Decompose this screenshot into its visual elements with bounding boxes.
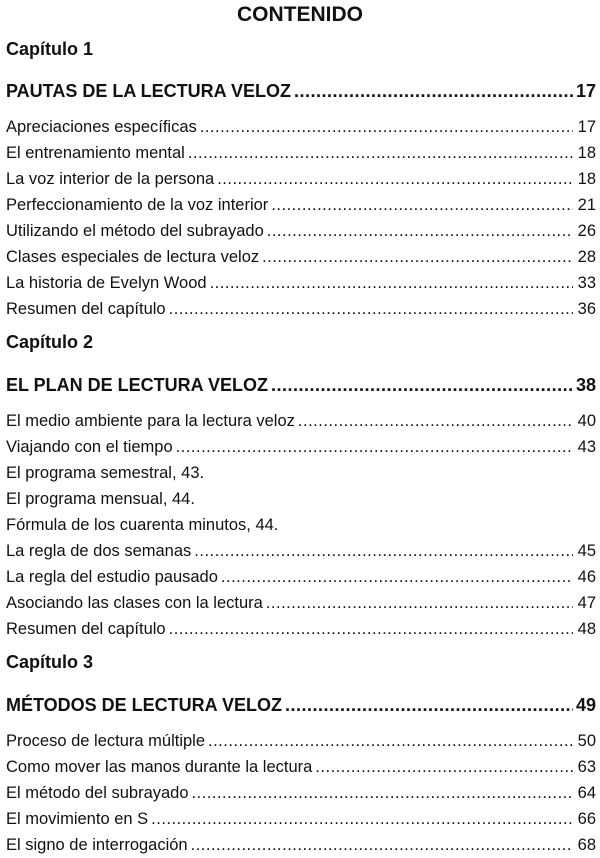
page-number: 49	[575, 695, 596, 715]
toc-entry[interactable]	[4, 114, 596, 140]
dot-leader	[217, 166, 573, 192]
entry-title: Clases especiales de lectura veloz	[6, 248, 260, 266]
entry-title: Utilizando el método del subrayado	[6, 222, 264, 240]
toc-entry[interactable]	[4, 244, 596, 270]
page-number: 66	[577, 810, 596, 828]
toc-entry[interactable]	[4, 296, 596, 322]
chapter-heading-1: Capítulo 1	[6, 39, 94, 59]
dot-leader	[194, 538, 573, 564]
chapter-heading-2: Capítulo 2	[6, 332, 94, 352]
dot-leader	[298, 408, 573, 434]
dot-leader	[210, 270, 573, 296]
dot-leader	[169, 616, 573, 642]
section-title: EL PLAN DE LECTURA VELOZ	[6, 375, 269, 395]
dot-leader	[176, 434, 573, 460]
entry-title: El movimiento en S	[6, 810, 149, 828]
dot-leader	[151, 806, 573, 832]
entry-title: Proceso de lectura múltiple	[6, 732, 206, 750]
entry-title: La historia de Evelyn Wood	[6, 274, 207, 292]
page-number: 47	[577, 594, 596, 612]
entry-title: Fórmula de los cuarenta minutos, 44.	[6, 516, 279, 534]
toc-entry[interactable]	[4, 564, 596, 590]
dot-leader	[271, 362, 573, 408]
toc-entry[interactable]	[4, 166, 596, 192]
toc-entry[interactable]	[4, 616, 596, 642]
dot-leader	[221, 564, 573, 590]
page-number: 33	[577, 274, 596, 292]
entry-title: La regla de dos semanas	[6, 542, 192, 560]
dot-leader	[267, 218, 573, 244]
entry-title: Perfeccionamiento de la voz interior	[6, 196, 269, 214]
page-number: 68	[577, 836, 596, 854]
section-title: MÉTODOS DE LECTURA VELOZ	[6, 695, 283, 715]
page-number: 43	[577, 438, 596, 456]
toc-entry[interactable]	[4, 192, 596, 218]
dot-leader	[266, 590, 573, 616]
page-number: 40	[577, 412, 596, 430]
entry-title: El programa mensual, 44.	[6, 490, 195, 508]
toc-entry[interactable]	[4, 538, 596, 564]
dot-leader	[188, 140, 573, 166]
toc-entry[interactable]	[4, 218, 596, 244]
dot-leader	[169, 296, 573, 322]
page-number: 50	[577, 732, 596, 750]
page-number: 21	[577, 196, 596, 214]
page-number: 63	[577, 758, 596, 776]
page-number: 45	[577, 542, 596, 560]
toc-subentry[interactable]	[4, 460, 596, 486]
section-heading-2[interactable]	[4, 362, 596, 408]
toc-entry[interactable]	[4, 140, 596, 166]
section-title: PAUTAS DE LA LECTURA VELOZ	[6, 81, 291, 101]
page-number: 28	[577, 248, 596, 266]
entry-title: La voz interior de la persona	[6, 170, 215, 188]
dot-leader	[208, 728, 573, 754]
section-heading-3[interactable]	[4, 682, 596, 728]
toc-entry[interactable]	[4, 408, 596, 434]
toc-subentry[interactable]	[4, 486, 596, 512]
entry-title: El signo de interrogación	[6, 836, 188, 854]
dot-leader	[262, 244, 573, 270]
dot-leader	[200, 114, 573, 140]
toc-entry[interactable]	[4, 434, 596, 460]
entry-title: El programa semestral, 43.	[6, 464, 205, 482]
entry-title: El entrenamiento mental	[6, 144, 185, 162]
page-number: 36	[577, 300, 596, 318]
dot-leader	[191, 832, 573, 858]
entry-title: Asociando las clases con la lectura	[6, 594, 263, 612]
entry-title: Resumen del capítulo	[6, 300, 166, 318]
toc-entry[interactable]	[4, 728, 596, 754]
entry-title: Apreciaciones específicas	[6, 118, 197, 136]
page-number: 26	[577, 222, 596, 240]
page-number: 64	[577, 784, 596, 802]
page-number: 17	[577, 118, 596, 136]
page-number: 18	[577, 144, 596, 162]
dot-leader	[294, 68, 573, 114]
toc-subentry[interactable]	[4, 512, 596, 538]
entry-title: La regla del estudio pausado	[6, 568, 218, 586]
page-title: CONTENIDO	[237, 3, 363, 26]
page-number: 38	[575, 375, 596, 395]
chapter-heading-3: Capítulo 3	[6, 652, 94, 672]
toc-entry[interactable]	[4, 754, 596, 780]
table-of-contents	[4, 0, 596, 858]
toc-entry[interactable]	[4, 780, 596, 806]
toc-entry[interactable]	[4, 832, 596, 858]
page-number: 18	[577, 170, 596, 188]
entry-title: Como mover las manos durante la lectura	[6, 758, 313, 776]
entry-title: Resumen del capítulo	[6, 620, 166, 638]
toc-entry[interactable]	[4, 270, 596, 296]
section-heading-1[interactable]	[4, 68, 596, 114]
dot-leader	[315, 754, 573, 780]
toc-entry[interactable]	[4, 590, 596, 616]
entry-title: Viajando con el tiempo	[6, 438, 173, 456]
page-number: 48	[577, 620, 596, 638]
page-number: 17	[575, 81, 596, 101]
dot-leader	[192, 780, 573, 806]
page-number: 46	[577, 568, 596, 586]
toc-entry[interactable]	[4, 806, 596, 832]
dot-leader	[285, 682, 573, 728]
entry-title: El método del subrayado	[6, 784, 189, 802]
entry-title: El medio ambiente para la lectura veloz	[6, 412, 295, 430]
dot-leader	[271, 192, 573, 218]
